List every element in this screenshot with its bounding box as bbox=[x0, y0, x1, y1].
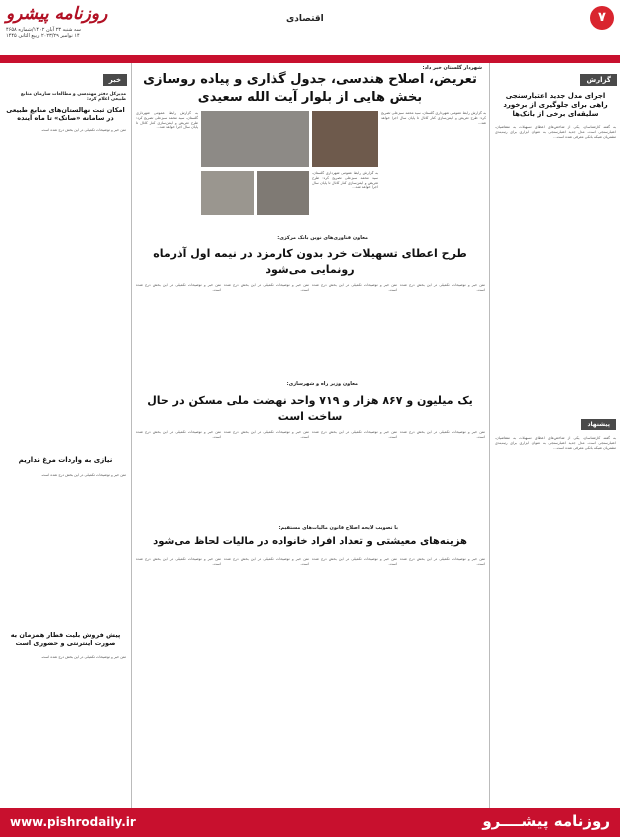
article2-body-4: متن خبر و توضیحات تکمیلی در این بخش درج شده است. bbox=[400, 283, 485, 292]
right-headline: اجرای مدل جدید اعتبارسنجی راهی برای جلوگیری از برخورد سلیقه‌ای برخی از بانک‌ها bbox=[503, 92, 608, 118]
road-photo-2 bbox=[201, 171, 254, 215]
article3-kicker: معاون وزیر راه و شهرسازی: bbox=[286, 381, 358, 387]
article3-headline: یک میلیون و ۸۶۷ هزار و ۷۱۹ واحد نهضت ملی مسکن در حال ساخت است bbox=[147, 394, 473, 423]
left-body-2: متن خبر و توضیحات تکمیلی در این بخش درج شده است. bbox=[40, 473, 126, 477]
left-headline-1: امکان ثبت نهالستان‌های منابع طبیعی در سامانه «صاتک» تا ماه آینده bbox=[6, 106, 125, 122]
road-photo-3 bbox=[257, 171, 309, 215]
article2-body-2: متن خبر و توضیحات تکمیلی در این بخش درج شده است. bbox=[224, 283, 309, 292]
article3-body-3: متن خبر و توضیحات تکمیلی در این بخش درج شده است. bbox=[312, 430, 397, 439]
page-number: ۷ bbox=[590, 6, 614, 30]
article1-kicker: شهردار گلستان خبر داد: bbox=[422, 65, 482, 71]
article1-body-left: به گزارش رابط عمومی شهرداری گلستان، سید محمد سبزعلی تصریح کرد: طرح تعریض و ایمن‌سازی کنار کانال تا پایان سال اجرا خواهد شد... bbox=[136, 111, 198, 130]
news-tag: خبر bbox=[103, 74, 127, 86]
article4-kicker: با تصویب لایحه اصلاح قانون مالیات‌های مستقیم: bbox=[278, 525, 398, 531]
article2-kicker: معاون فناوری‌های نوین بانک مرکزی: bbox=[277, 235, 368, 241]
article2-body-3: متن خبر و توضیحات تکمیلی در این بخش درج شده است. bbox=[312, 283, 397, 292]
article4-body-1: متن خبر و توضیحات تکمیلی در این بخش درج شده است. bbox=[136, 557, 221, 566]
mayor-photo bbox=[312, 111, 378, 167]
article1-body-right: به گزارش رابط عمومی شهرداری گلستان، سید محمد سبزعلی تصریح کرد: طرح تعریض و ایمن‌سازی کنار کانال تا پایان سال اجرا خواهد شد... bbox=[381, 111, 486, 125]
main-area bbox=[132, 63, 488, 808]
left-headline-2: نیازی به واردات مرغ نداریم bbox=[18, 456, 113, 464]
article2-body-1: متن خبر و توضیحات تکمیلی در این بخش درج شده است. bbox=[136, 283, 221, 292]
left-headline-3: پیش فروش بلیت قطار همزمان به صورت اینترنتی و حضوری است bbox=[10, 631, 121, 647]
issue-date: سه شنبه ۲۳ آبان ۱۴۰۲/شماره ۴۶۵۸ ۱۴ نوامبر ۲۰۲۳/۲۹ ربیع الثانی ۱۴۴۵ bbox=[6, 27, 81, 39]
page-header bbox=[0, 0, 620, 56]
report-tag: گزارش bbox=[580, 74, 617, 86]
article1-headline: تعریض، اصلاح هندسی، جدول گذاری و پیاده روسازی بخش هایی از بلوار آیت الله سعیدی bbox=[143, 72, 477, 105]
article4-headline: هزینه‌های معیشتی و تعداد افراد خانواده در مالیات لحاظ می‌شود bbox=[153, 536, 467, 547]
road-photo-1 bbox=[201, 111, 309, 167]
article4-body-2: متن خبر و توضیحات تکمیلی در این بخش درج شده است. bbox=[224, 557, 309, 566]
logo: روزنامه پیشرو bbox=[6, 4, 108, 24]
right-body-1: به گفته کارشناسان، یکی از شاخص‌های اعطای تسهیلات به متقاضیان، اعتبارسنجی است. مدل جدید اعتبارسنجی به عنوان ابزاری برای رتبه‌بندی مشتریان شبکه بانکی معرفی شده است... bbox=[495, 125, 616, 139]
right-column bbox=[489, 63, 620, 808]
article2-headline: طرح اعطای تسهیلات خرد بدون کارمزد در نیمه اول آذرماه رونمایی می‌شود bbox=[153, 247, 467, 276]
top-bar bbox=[0, 55, 620, 63]
left-body-1: متن خبر و توضیحات تکمیلی در این بخش درج شده است. bbox=[40, 128, 126, 132]
section-title: اقتصادی bbox=[286, 14, 324, 24]
footer-title: روزنامه پیشــــرو bbox=[482, 812, 610, 830]
article4-body-4: متن خبر و توضیحات تکمیلی در این بخش درج شده است. bbox=[400, 557, 485, 566]
article3-body-4: متن خبر و توضیحات تکمیلی در این بخش درج شده است. bbox=[400, 430, 485, 439]
article3-body-1: متن خبر و توضیحات تکمیلی در این بخش درج شده است. bbox=[136, 430, 221, 439]
suggestion-tag: پیشنهاد bbox=[581, 419, 616, 430]
left-kicker-1: مدیرکل دفتر مهندسی و مطالعات سازمان منابع طبیعی اعلام کرد: bbox=[20, 92, 126, 102]
article4-body-3: متن خبر و توضیحات تکمیلی در این بخش درج شده است. bbox=[312, 557, 397, 566]
left-column bbox=[0, 63, 132, 808]
page-footer bbox=[0, 808, 620, 837]
article1-body-mid: به گزارش رابط عمومی شهرداری گلستان، سید محمد سبزعلی تصریح کرد: طرح تعریض و ایمن‌سازی کنار کانال تا پایان سال اجرا خواهد شد... bbox=[312, 171, 378, 190]
right-body-2: به گفته کارشناسان، یکی از شاخص‌های اعطای تسهیلات به متقاضیان، اعتبارسنجی است. مدل جدید اعتبارسنجی به عنوان ابزاری برای رتبه‌بندی مشتریان شبکه بانکی معرفی شده است... bbox=[495, 436, 616, 450]
left-body-3: متن خبر و توضیحات تکمیلی در این بخش درج شده است. bbox=[40, 655, 126, 659]
footer-url[interactable]: www.pishrodaily.ir bbox=[10, 815, 136, 829]
article3-body-2: متن خبر و توضیحات تکمیلی در این بخش درج شده است. bbox=[224, 430, 309, 439]
